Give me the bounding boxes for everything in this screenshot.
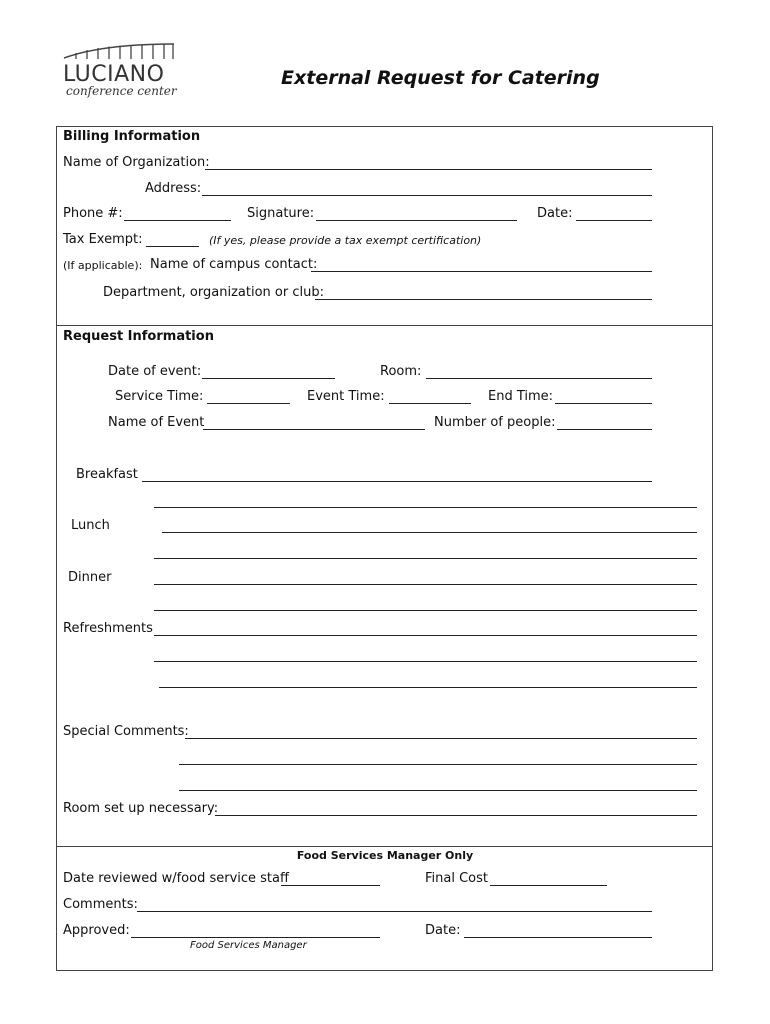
approved-label: Approved: — [63, 923, 130, 938]
end-time-field[interactable] — [555, 403, 652, 404]
final-cost-label: Final Cost — [425, 871, 488, 886]
reviewed-label: Date reviewed w/food service staff — [63, 871, 289, 886]
event-time-label: Event Time: — [307, 389, 385, 404]
if-applicable-note: (If applicable): — [63, 259, 143, 272]
manager-heading: Food Services Manager Only — [296, 849, 474, 862]
signature-field[interactable] — [316, 220, 517, 221]
billing-date-field[interactable] — [576, 220, 652, 221]
phone-field[interactable] — [124, 220, 231, 221]
people-field[interactable] — [557, 429, 652, 430]
room-label: Room: — [380, 364, 422, 379]
reviewed-field[interactable] — [281, 885, 380, 886]
room-setup-field[interactable] — [215, 815, 697, 816]
refreshments-label: Refreshments — [63, 621, 153, 636]
breakfast-label: Breakfast — [76, 467, 138, 482]
refreshments-field-2[interactable] — [154, 661, 697, 662]
approved-field[interactable] — [131, 937, 380, 938]
special-comments-field-2[interactable] — [179, 764, 697, 765]
org-field[interactable] — [205, 169, 652, 170]
special-comments-field[interactable] — [185, 738, 697, 739]
final-cost-field[interactable] — [490, 885, 607, 886]
service-time-label: Service Time: — [115, 389, 204, 404]
event-date-field[interactable] — [202, 378, 335, 379]
address-field[interactable] — [202, 195, 652, 196]
refreshments-field-3[interactable] — [159, 687, 697, 688]
dinner-field-2[interactable] — [154, 610, 697, 611]
department-label: Department, organization or club: — [103, 285, 324, 300]
manager-comments-label: Comments: — [63, 897, 138, 912]
manager-date-label: Date: — [425, 923, 461, 938]
phone-label: Phone #: — [63, 206, 123, 221]
campus-contact-field[interactable] — [311, 271, 652, 272]
room-setup-label: Room set up necessary: — [63, 801, 219, 816]
tax-exempt-note: (If yes, please provide a tax exempt certification) — [209, 234, 482, 247]
breakfast-field[interactable] — [142, 481, 652, 482]
manager-comments-field[interactable] — [137, 911, 652, 912]
billing-date-label: Date: — [537, 206, 573, 221]
department-field[interactable] — [315, 299, 652, 300]
manager-section — [56, 846, 713, 971]
manager-date-field[interactable] — [464, 937, 652, 938]
end-time-label: End Time: — [488, 389, 554, 404]
event-time-field[interactable] — [389, 403, 471, 404]
logo-arc-icon — [62, 40, 178, 62]
logo-name: LUCIANO — [63, 62, 165, 87]
billing-heading: Billing Information — [63, 129, 201, 144]
request-heading: Request Information — [63, 329, 214, 344]
breakfast-field-2[interactable] — [154, 507, 697, 508]
people-label: Number of people: — [434, 415, 556, 430]
dinner-field[interactable] — [154, 584, 697, 585]
special-comments-label: Special Comments: — [63, 724, 189, 739]
org-label: Name of Organization: — [63, 155, 210, 170]
event-date-label: Date of event: — [108, 364, 202, 379]
tax-exempt-field[interactable] — [146, 246, 199, 247]
event-name-label: Name of Event — [108, 415, 205, 430]
signer-caption: Food Services Manager — [190, 940, 307, 951]
signature-label: Signature: — [247, 206, 315, 221]
campus-contact-label: Name of campus contact: — [150, 257, 318, 272]
page-title: External Request for Catering — [281, 67, 600, 89]
tax-exempt-label: Tax Exempt: — [63, 232, 143, 247]
service-time-field[interactable] — [207, 403, 290, 404]
address-label: Address: — [145, 181, 202, 196]
lunch-field-2[interactable] — [154, 558, 697, 559]
refreshments-field[interactable] — [154, 635, 697, 636]
dinner-label: Dinner — [68, 570, 112, 585]
lunch-label: Lunch — [71, 518, 110, 533]
special-comments-field-3[interactable] — [179, 790, 697, 791]
event-name-field[interactable] — [203, 429, 425, 430]
logo-tagline: conference center — [66, 84, 177, 98]
lunch-field[interactable] — [162, 532, 697, 533]
room-field[interactable] — [426, 378, 652, 379]
